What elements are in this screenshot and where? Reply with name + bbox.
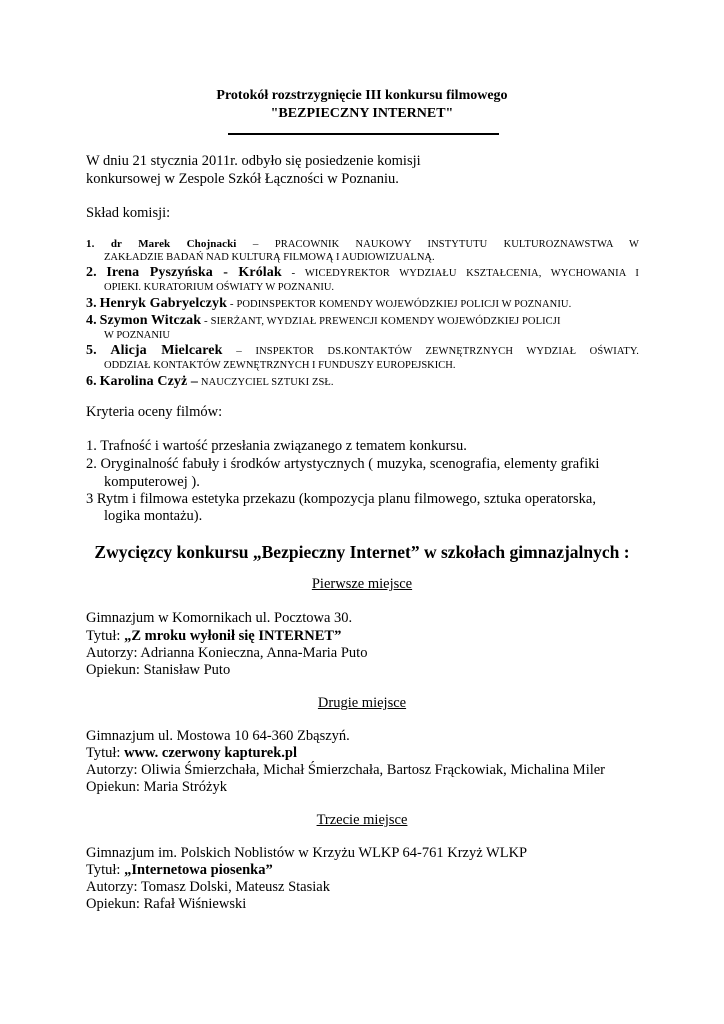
criteria-heading: Kryteria oceny filmów: <box>86 404 223 420</box>
film-title: „Internetowa piosenka” <box>124 862 273 878</box>
member-description-cont: ZAKŁADZIE BADAŃ NAD KULTURĄ FILMOWĄ I AUDIOWIZUALNĄ. <box>104 252 435 263</box>
member-name: Alicja Mielcarek <box>110 343 223 358</box>
title-prefix: Tytuł: <box>86 862 125 878</box>
winner-guardian: Opiekun: Maria Stróżyk <box>86 779 227 795</box>
intro-line: konkursowej w Zespole Szkół Łączności w Poznaniu. <box>86 171 399 187</box>
member-description: WICEDYREKTOR WYDZIAŁU KSZTAŁCENIA, WYCHOWANIA I <box>304 268 639 279</box>
winner-title <box>86 745 297 762</box>
member-separator: - <box>281 267 305 279</box>
member-number: 1. <box>86 238 95 250</box>
winner-authors: Autorzy: Adrianna Konieczna, Anna-Maria Puto <box>86 645 368 661</box>
member-description: PODINSPEKTOR KOMENDY WOJEWÓDZKIEJ POLICJI W POZNANIU. <box>236 299 572 310</box>
winner-school: Gimnazjum w Komornikach ul. Pocztowa 30. <box>86 610 353 626</box>
member-number: 2. <box>86 265 97 280</box>
place-label-second: Drugie miejsce <box>317 695 407 711</box>
member-number: 6. <box>86 374 97 389</box>
committee-member <box>86 238 639 250</box>
winner-school: Gimnazjum im. Polskich Noblistów w Krzyżu WLKP 64-761 Krzyż WLKP <box>86 845 528 861</box>
document-title: Protokół rozstrzygnięcie III konkursu filmowego <box>216 88 508 103</box>
member-name: Irena Pyszyńska - Królak <box>106 265 282 280</box>
committee-member <box>86 374 334 390</box>
criteria-item-cont: komputerowej ). <box>104 474 200 490</box>
winner-title <box>86 628 341 645</box>
winner-title <box>86 862 273 879</box>
intro-line: W dniu 21 stycznia 2011r. odbyło się posiedzenie komisji <box>86 153 421 169</box>
title-prefix: Tytuł: <box>86 745 125 761</box>
place-label-first: Pierwsze miejsce <box>311 576 413 592</box>
member-separator: - <box>201 315 211 327</box>
member-number: 4. <box>86 313 97 328</box>
criteria-item: 3 Rytm i filmowa estetyka przekazu (kompozycja planu filmowego, sztuka operatorska, <box>86 491 596 507</box>
member-name: Henryk Gabryelczyk <box>99 296 227 311</box>
member-number: 5. <box>86 343 97 358</box>
film-title: „Z mroku wyłonił się INTERNET” <box>124 628 342 644</box>
member-separator: - <box>226 298 237 310</box>
title-underline <box>228 133 499 135</box>
winner-authors: Autorzy: Tomasz Dolski, Mateusz Stasiak <box>86 879 330 895</box>
member-description-cont: W POZNANIU <box>104 330 171 341</box>
criteria-item-cont: logika montażu). <box>104 508 203 524</box>
winners-heading: Zwycięzcy konkursu „Bezpieczny Internet” w szkołach gimnazjalnych : <box>94 542 630 562</box>
member-description-cont: OPIEKI. KURATORIUM OŚWIATY W POZNANIU. <box>104 282 335 293</box>
title-prefix: Tytuł: <box>86 628 125 644</box>
criteria-item: 2. Oryginalność fabuły i środków artystycznych ( muzyka, scenografia, elementy grafiki <box>86 456 600 472</box>
winner-authors: Autorzy: Oliwia Śmierzchała, Michał Śmierzchała, Bartosz Frąckowiak, Michalina Miler <box>86 762 606 778</box>
member-separator: – <box>222 345 256 357</box>
member-number: 3. <box>86 296 97 311</box>
member-description: SIERŻANT, WYDZIAŁ PREWENCJI KOMENDY WOJEWÓDZKIEJ POLICJI <box>210 316 561 327</box>
committee-member <box>86 296 571 312</box>
committee-member <box>86 343 639 359</box>
committee-heading: Skład komisji: <box>86 205 171 221</box>
member-name: dr Marek Chojnacki <box>110 238 237 250</box>
member-description: PRACOWNIK NAUKOWY INSTYTUTU KULTUROZNAWSTWA W <box>274 239 639 250</box>
member-name: Szymon Witczak <box>99 313 202 328</box>
document-subtitle: "BEZPIECZNY INTERNET" <box>270 106 454 121</box>
member-separator: – <box>236 238 275 250</box>
committee-member <box>86 265 639 281</box>
place-label-third: Trzecie miejsce <box>316 812 408 828</box>
member-name: Karolina Czyż – <box>99 374 199 389</box>
member-description-cont: ODDZIAŁ KONTAKTÓW ZEWNĘTRZNYCH I FUNDUSZY EUROPEJSKICH. <box>104 360 456 371</box>
criteria-item: 1. Trafność i wartość przesłania związanego z tematem konkursu. <box>86 438 467 454</box>
film-title: www. czerwony kapturek.pl <box>124 745 297 761</box>
member-description: NAUCZYCIEL SZTUKI ZSŁ. <box>200 377 334 388</box>
committee-member <box>86 313 561 329</box>
winner-school: Gimnazjum ul. Mostowa 10 64-360 Zbąszyń. <box>86 728 350 744</box>
winner-guardian: Opiekun: Rafał Wiśniewski <box>86 896 247 912</box>
winner-guardian: Opiekun: Stanisław Puto <box>86 662 231 678</box>
member-description: INSPEKTOR DS.KONTAKTÓW ZEWNĘTRZNYCH WYDZIAŁ OŚWIATY. <box>255 346 639 357</box>
